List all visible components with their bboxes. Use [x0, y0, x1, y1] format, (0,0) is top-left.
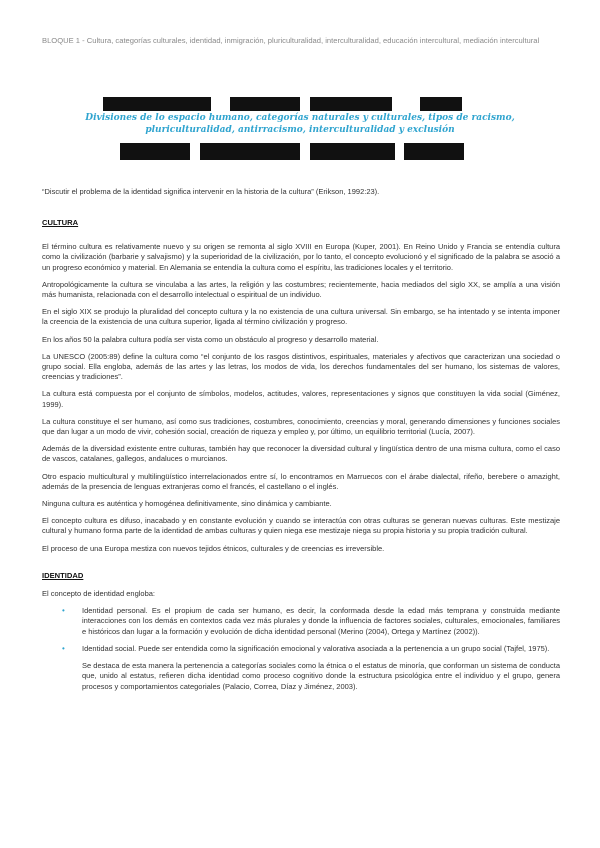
section-heading-cultura: CULTURA [42, 218, 79, 227]
title-bar-bottom-1 [120, 143, 190, 160]
title-bar-bottom-3 [310, 143, 395, 160]
cultura-paragraph: El concepto cultura es difuso, inacabado y en constante evolución y cuando se interactúa con otras culturas se generan nuevas culturas. Este mestizaje cultural y humano forma parte de la identidad de ambas culturas y quien niega ese mestizaje niega su propia historia y su propia tradición cultural. [42, 516, 560, 536]
cultura-paragraph: En los años 50 la palabra cultura podía ser vista como un obstáculo al progreso y desarrollo material. [42, 334, 379, 344]
list-item [42, 644, 560, 654]
cultura-paragraph: La cultura constituye el ser humano, así como sus tradiciones, costumbres, conocimiento, creencias y moral, generando dimensiones y funciones sociales que dan lugar a un modo de vivir, cohesión social, creación de riqueza y empleo y, por último, un equilibrio territorial (Lucía, 2007). [42, 416, 560, 437]
page-header: BLOQUE 1 - Cultura, categorías culturales, identidad, inmigración, pluriculturalidad, interculturalidad, educación intercultural, mediación intercultural [42, 36, 540, 45]
cultura-paragraph: Ninguna cultura es auténtica y homogénea definitivamente, sino dinámica y cambiante. [42, 499, 332, 509]
cultura-paragraph: Antropológicamente la cultura se vinculaba a las artes, la religión y las costumbres; recientemente, hacia mediados del siglo XX, se amplía a una visión más humanista, relacionada con el desarrollo intelectual o espiritual de un individuo. [42, 279, 560, 300]
main-content [42, 218, 560, 699]
cultura-paragraph: El proceso de una Europa mestiza con nuevos tejidos étnicos, culturales y de creencias es irreversible. [42, 543, 385, 553]
title-bar-bottom-2 [200, 143, 300, 160]
cultura-paragraph: El término cultura es relativamente nuevo y su origen se remonta al siglo XVIII en Europa (Kuper, 2001). En Reino Unido y Francia se entendía cultura como la civilización (barbarie y salvajismo) y la superioridad de la civilización, por lo tanto, el concepto evolucionó y el significado de la palabra se asoció a un progreso económico y material. En Alemania se entendía la cultura como el espíritu, las tradiciones locales y el territorio. [42, 242, 560, 272]
identidad-intro: El concepto de identidad engloba: [42, 589, 156, 599]
section-heading-identidad: IDENTIDAD [42, 570, 84, 580]
document-title: Divisiones de lo espacio humano, categorías naturales y culturales, tipos de racismo, pluriculturalidad, antirracismo, interculturalidad y exclusión [52, 111, 548, 137]
title-bar-bottom-4 [404, 143, 464, 160]
list-item-text: Identidad social. Puede ser entendida como la significación emocional y valorativa asociada a la pertenencia a un grupo social (Tajfel, 1975). [82, 643, 550, 653]
list-item [42, 606, 560, 637]
title-banner [0, 92, 600, 162]
bullet-icon: • [62, 606, 65, 616]
identidad-list [42, 606, 560, 654]
cultura-paragraph: Otro espacio multicultural y multilingüístico interrelacionados entre sí, lo encontramos en Marruecos con el árabe dialectal, rifeño, berebere o amazight, además de la presencia de lenguas extranjeras como el francés, el castellano o el inglés. [42, 471, 560, 491]
cultura-paragraph: La UNESCO (2005:89) define la cultura como “el conjunto de los rasgos distintivos, espirituales, materiales y afectivos que caracterizan una sociedad o grupo social. Ella engloba, además de las artes y las letras, los modos de vida, los derechos fundamentales del ser humano, los sistemas de valores, creencias y tradiciones”. [42, 351, 560, 382]
identidad-sub-paragraph: Se destaca de esta manera la pertenencia a categorías sociales como la étnica o el estatus de minoría, que conforman un sistema de conducta que, unido al estatus, refieren dicha identidad como proceso cognitivo donde la estructura psicológica entre el individuo y el grupo, genera procesos y comportamientos categoriales (Palacio, Correa, Díaz y Jiménez, 2003). [82, 661, 560, 691]
bullet-icon: • [62, 643, 65, 653]
list-item-text: Identidad personal. Es el propium de cada ser humano, es decir, la conformada desde la edad más temprana y construida mediante interacciones con los demás en contextos cada vez más plurales y donde la influencia de factores sociales, culturales, emocionales, familiares e históricos dan lugar a la formación y evolución de dicha identidad personal (Merino (2004), Ortega y Martínez (2002)). [82, 606, 560, 636]
cultura-paragraph: Además de la diversidad existente entre culturas, también hay que reconocer la diversidad cultural y lingüística dentro de una misma cultura, como el caso de vascos, catalanes, gallegos, andaluces o murcianos. [42, 444, 560, 464]
cultura-paragraph: En el siglo XIX se produjo la pluralidad del concepto cultura y la no existencia de una cultura universal. Sin embargo, se ha intentado y se intenta imponer la creencia de la existencia de una cultura superior, ligada al término civilización y progreso. [42, 307, 560, 327]
epigraph-quote: “Discutir el problema de la identidad significa intervenir en la historia de la cultura” (Erikson, 1992:23). [42, 187, 380, 196]
cultura-paragraph: La cultura está compuesta por el conjunto de símbolos, modelos, actitudes, valores, representaciones y signos que constituyen la vida social (Giménez, 1999). [42, 389, 560, 409]
